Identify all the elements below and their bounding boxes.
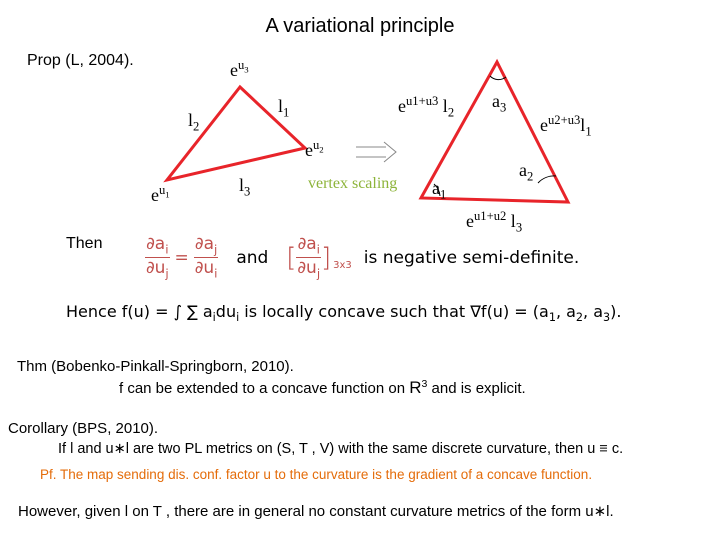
bracket-right: ] [320,243,332,273]
equation-row [145,234,579,282]
edge-label-right: $e^{u2+u3}l_1$ [540,113,592,139]
vertex-scaling-label: vertex scaling [308,175,398,192]
side-label-l1: $l_1$ [278,96,290,120]
angle-label-a3: $a_3$ [492,91,507,115]
scaling-arrow-icon [356,142,396,162]
matrix-size: 3x3 [333,259,352,271]
fraction-matrix: $\frac{\partial a_i}{\partial u_j}$ [297,233,321,281]
corollary-heading: Corollary (BPS, 2010). [8,420,159,437]
angle-label-a1: $a_1$ [432,178,447,202]
vertex-label-top: $e^{u_3}$ [230,58,249,80]
fraction-dai-duj: $\frac{\partial a_i}{\partial u_j}$ [145,233,169,281]
theorem-heading: Thm (Bobenko-Pinkall-Springborn, 2010). [17,358,294,375]
hence-line: Hence f(u) = ∫ ∑ $a_idu_i$ is locally concave such that $\nabla f(u) = (a_1$, $a_2$, $a_3$). [66,302,622,325]
side-label-l2: $l_2$ [188,110,200,134]
slide-title: A variational principle [265,15,455,37]
neg-semidef-text: is negative semi-definite. [363,248,580,268]
fraction-daj-dui: $\frac{\partial a_j}{\partial u_i}$ [194,233,218,281]
edge-label-bottom: $e^{u1+u2}$ $l_3$ [466,209,523,235]
bracket-left: [ [286,243,297,273]
angle-arc-a2 [538,176,556,183]
proof-line: Pf. The map sending dis. conf. factor u to the curvature is the gradient of a concave function. [40,467,593,482]
vertex-label-right: $e^{u_2}$ [305,138,324,160]
then-label: Then [66,235,103,252]
edge-label-left: $e^{u1+u3}$ $l_2$ [398,94,455,120]
vertex-label-bottom: $e^{u_1}$ [151,183,170,205]
side-label-l3: $l_3$ [239,175,251,199]
corollary-body: If l and u∗l are two PL metrics on (S, T , V) with the same discrete curvature, then u ≡ c. [58,441,624,457]
and-label: and [236,248,269,268]
triangles-diagram [0,0,720,240]
angle-label-a2: $a_2$ [519,160,534,184]
theorem-body: f can be extended to a concave function on $R^3$ and is explicit. [119,378,526,397]
however-line: However, given l on T , there are in general no constant curvature metrics of the form u∗l. [18,503,614,520]
prop-label: Prop (L, 2004). [27,52,134,69]
equals-sign: = [174,248,189,268]
